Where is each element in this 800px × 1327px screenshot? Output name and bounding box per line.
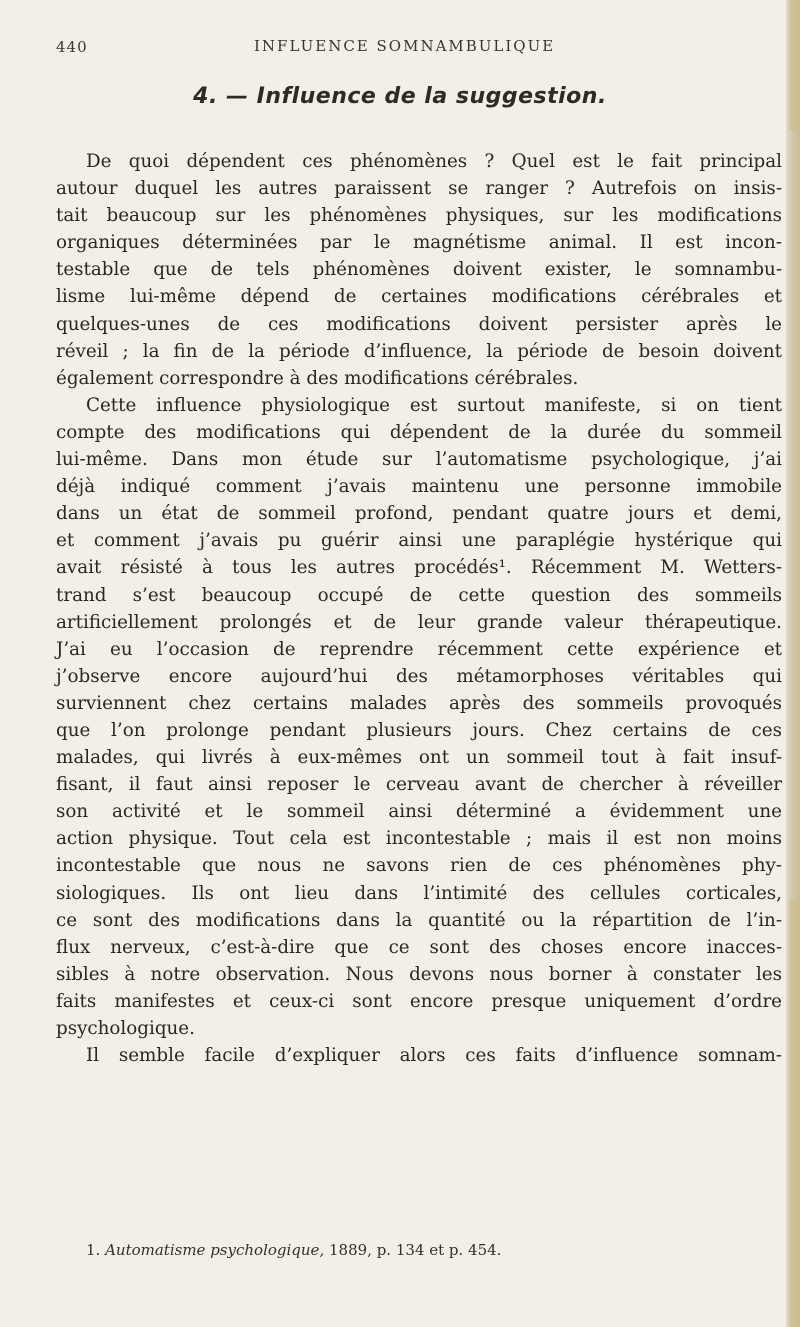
text-line: quelques-unes de ces modifications doivent persister après le	[56, 313, 782, 335]
footnote-book-title: Automatisme psychologique,	[105, 1241, 325, 1259]
text-line: tait beaucoup sur les phénomènes physiques, sur les modifications	[56, 205, 782, 227]
text-line: lui-même. Dans mon étude sur l’automatisme psychologique, j’ai	[56, 449, 782, 471]
text-line: dans un état de sommeil profond, pendant quatre jours et demi,	[56, 503, 782, 525]
text-line: organiques déterminées par le magnétisme animal. Il est incon-	[56, 232, 782, 254]
text-line: également correspondre à des modifications cérébrales.	[56, 367, 579, 389]
text-line: sibles à notre observation. Nous devons nous borner à constater les	[56, 963, 782, 985]
page-edge	[786, 0, 800, 1327]
text-line: ce sont des modifications dans la quantité ou la répartition de l’in-	[56, 909, 782, 931]
text-line: psychologique.	[56, 1018, 195, 1039]
edge-stain	[789, 0, 798, 130]
text-line: déjà indiqué comment j’avais maintenu une personne immobile	[56, 476, 782, 498]
edge-stain	[789, 900, 798, 1327]
text-line: Il semble facile d’expliquer alors ces faits d’influence somnam-	[86, 1045, 782, 1067]
section-title: 4. — Influence de la suggestion.	[193, 84, 607, 109]
footnote	[86, 1241, 766, 1259]
text-line: fisant, il faut ainsi reposer le cerveau avant de chercher à réveiller	[56, 774, 782, 796]
text-line: siologiques. Ils ont lieu dans l’intimité des cellules corticales,	[56, 882, 782, 904]
text-line: trand s’est beaucoup occupé de cette question des sommeils	[56, 584, 782, 606]
text-line: j’observe encore aujourd’hui des métamorphoses véritables qui	[56, 665, 782, 687]
text-line: lisme lui-même dépend de certaines modifications cérébrales et	[56, 286, 782, 308]
text-line: J’ai eu l’occasion de reprendre récemment cette expérience et	[56, 638, 782, 660]
text-line: flux nerveux, c’est-à-dire que ce sont des choses encore inacces-	[56, 936, 782, 958]
text-line: incontestable que nous ne savons rien de ces phénomènes phy-	[56, 855, 782, 877]
text-line: surviennent chez certains malades après des sommeils provoqués	[56, 692, 782, 714]
text-line: que l’on prolonge pendant plusieurs jours. Chez certains de ces	[56, 719, 782, 741]
text-line: et comment j’avais pu guérir ainsi une paraplégie hystérique qui	[56, 530, 782, 552]
text-line: compte des modifications qui dépendent de la durée du sommeil	[56, 421, 782, 443]
text-line: avait résisté à tous les autres procédés¹. Récemment M. Wetters-	[56, 557, 782, 579]
text-line: De quoi dépendent ces phénomènes ? Quel est le fait principal	[86, 151, 782, 172]
page-number: 440	[56, 38, 88, 56]
text-line: malades, qui livrés à eux-mêmes ont un sommeil tout à fait insuf-	[56, 747, 782, 769]
text-line: son activité et le sommeil ainsi déterminé a évidemment une	[56, 801, 782, 823]
text-line: testable que de tels phénomènes doivent exister, le somnambu-	[56, 259, 782, 281]
text-line: Cette influence physiologique est surtout manifeste, si on tient	[86, 394, 782, 416]
text-line: faits manifestes et ceux-ci sont encore presque uniquement d’ordre	[56, 990, 782, 1012]
text-line: réveil ; la fin de la période d’influence, la période de besoin doivent	[56, 340, 782, 362]
body-text	[56, 148, 782, 1069]
footnote-marker: 1.	[86, 1241, 101, 1259]
text-line: autour duquel les autres paraissent se ranger ? Autrefois on insis-	[56, 178, 782, 200]
footnote-reference: 1889, p. 134 et p. 454.	[324, 1241, 502, 1259]
text-line: action physique. Tout cela est incontestable ; mais il est non moins	[56, 828, 782, 850]
running-title: INFLUENCE SOMNAMBULIQUE	[254, 37, 556, 55]
text-line: artificiellement prolongés et de leur grande valeur thérapeutique.	[56, 611, 782, 633]
